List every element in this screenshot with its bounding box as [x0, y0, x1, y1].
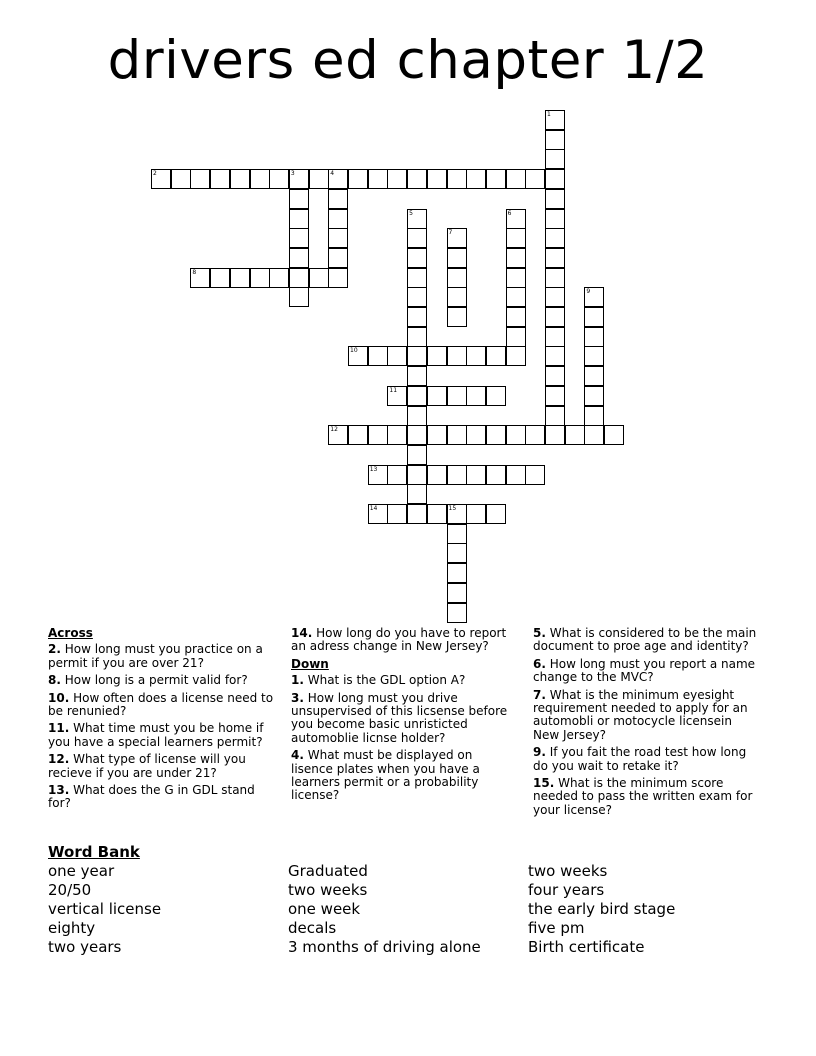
grid-cell[interactable]	[289, 287, 309, 307]
clue-text: If you fait the road test how long do you wait to retake it?	[533, 745, 747, 773]
grid-cell[interactable]	[545, 169, 565, 189]
clue-text: How long is a permit valid for?	[60, 673, 248, 688]
clue-number: 5	[409, 209, 413, 217]
grid-cell[interactable]	[309, 268, 329, 288]
grid-cell[interactable]	[407, 248, 427, 268]
grid-cell[interactable]	[407, 228, 427, 248]
grid-cell[interactable]	[447, 543, 467, 563]
word-bank-item: the early bird stage	[528, 900, 676, 918]
grid-cell[interactable]	[289, 268, 309, 288]
clue-text: What is the GDL option A?	[303, 673, 466, 688]
clue-number-label: 10.	[48, 690, 70, 705]
clue-number-label: 14.	[291, 626, 313, 640]
grid-cell[interactable]	[486, 504, 506, 524]
clue-text: How long do you have to report an adress change in New Jersey?	[291, 626, 507, 654]
grid-cell[interactable]	[584, 327, 604, 347]
grid-cell[interactable]	[348, 425, 368, 445]
clue-text: What time must you be home if you have a special learners permit?	[48, 721, 264, 749]
grid-cell[interactable]	[506, 307, 526, 327]
grid-cell[interactable]	[269, 268, 289, 288]
word-bank-item: two years	[48, 938, 122, 956]
grid-cell[interactable]	[328, 228, 348, 248]
grid-cell[interactable]	[447, 583, 467, 603]
word-bank-item: five pm	[528, 919, 585, 937]
grid-cell[interactable]	[525, 425, 545, 445]
grid-cell[interactable]	[466, 169, 486, 189]
grid-cell[interactable]	[506, 465, 526, 485]
grid-cell[interactable]	[289, 169, 309, 189]
puzzle-title: drivers ed chapter 1/2	[107, 30, 709, 91]
grid-cell[interactable]	[466, 465, 486, 485]
clue-number: 3	[290, 170, 295, 178]
grid-cell[interactable]	[506, 268, 526, 288]
clues-column-3	[533, 627, 758, 821]
clue-number-label: 11.	[48, 721, 70, 736]
grid-cell[interactable]	[447, 465, 467, 485]
word-bank-item: two weeks	[288, 881, 368, 899]
grid-cell[interactable]	[368, 504, 388, 524]
grid-cell[interactable]	[289, 228, 309, 248]
grid-cell[interactable]	[506, 169, 526, 189]
clue-number: 6	[507, 209, 512, 217]
grid-cell[interactable]	[584, 366, 604, 386]
grid-cell[interactable]	[328, 169, 348, 189]
clue-number-label: 6.	[533, 656, 546, 671]
grid-cell[interactable]	[250, 169, 270, 189]
grid-cell[interactable]	[407, 504, 427, 524]
grid-cell[interactable]	[584, 287, 604, 307]
clue-item	[291, 674, 516, 687]
grid-cell[interactable]	[210, 268, 230, 288]
grid-cell[interactable]	[387, 169, 407, 189]
clue-text: What does the G in GDL stand for?	[48, 783, 255, 811]
grid-cell[interactable]	[506, 248, 526, 268]
clue-item	[291, 692, 516, 746]
grid-cell[interactable]	[407, 484, 427, 504]
grid-cell[interactable]	[545, 110, 565, 130]
clue-item	[533, 777, 758, 817]
grid-cell[interactable]	[506, 327, 526, 347]
clue-number-label: 13.	[48, 783, 70, 798]
grid-cell[interactable]	[368, 425, 388, 445]
word-bank-column-1	[48, 862, 161, 957]
grid-cell[interactable]	[447, 563, 467, 583]
word-bank-item: two weeks	[528, 862, 608, 880]
clue-number: 13	[369, 465, 378, 473]
clue-item	[48, 643, 278, 670]
grid-cell[interactable]	[545, 149, 565, 169]
clue-item	[48, 784, 278, 811]
grid-cell[interactable]	[328, 209, 348, 229]
grid-cell[interactable]	[545, 228, 565, 248]
grid-cell[interactable]	[407, 386, 427, 406]
grid-cell[interactable]	[447, 169, 467, 189]
clue-number: 14	[369, 505, 378, 512]
grid-cell[interactable]	[250, 268, 270, 288]
grid-cell[interactable]	[151, 169, 171, 189]
clue-text: What must be displayed on lisence plates when you have a learners permit or a probability license?	[291, 748, 480, 803]
grid-cell[interactable]	[447, 268, 467, 288]
grid-cell[interactable]	[466, 346, 486, 366]
grid-cell[interactable]	[427, 169, 447, 189]
grid-cell[interactable]	[407, 209, 427, 229]
clue-item	[48, 692, 278, 719]
down-heading: Down	[291, 656, 329, 671]
grid-cell[interactable]	[190, 268, 210, 288]
clue-number: 8	[192, 268, 197, 276]
grid-cell[interactable]	[230, 268, 250, 288]
clue-number: 1	[547, 111, 551, 118]
clue-number: 4	[330, 170, 335, 178]
word-bank-item: 20/50	[48, 881, 92, 899]
grid-cell[interactable]	[289, 209, 309, 229]
word-bank-item: decals	[288, 919, 337, 937]
grid-cell[interactable]	[328, 189, 348, 209]
clue-number: 10	[350, 347, 358, 355]
grid-cell[interactable]	[269, 169, 289, 189]
grid-cell[interactable]	[545, 268, 565, 288]
word-bank-item: Graduated	[288, 862, 368, 880]
grid-cell[interactable]	[506, 346, 526, 366]
grid-cell[interactable]	[486, 425, 506, 445]
clue-number: 7	[448, 229, 453, 237]
grid-cell[interactable]	[368, 346, 388, 366]
grid-cell[interactable]	[506, 425, 526, 445]
grid-cell[interactable]	[368, 465, 388, 485]
clue-text: What is the minimum score needed to pass the written exam for your license?	[533, 776, 753, 817]
grid-cell[interactable]	[427, 465, 447, 485]
grid-cell[interactable]	[545, 209, 565, 229]
grid-cell[interactable]	[309, 169, 329, 189]
grid-cell[interactable]	[289, 248, 309, 268]
grid-cell[interactable]	[545, 386, 565, 406]
grid-cell[interactable]	[584, 307, 604, 327]
clue-text: How long must you drive unsupervised of this licsense before you become basic unristicted automoblie licnse holder?	[291, 690, 508, 745]
grid-cell[interactable]	[545, 406, 565, 426]
word-bank-column-3	[528, 862, 675, 957]
grid-cell[interactable]	[171, 169, 191, 189]
clues-column-1	[48, 627, 278, 815]
clue-text: What is considered to be the main document to proe age and identity?	[533, 626, 757, 654]
clue-item	[291, 749, 516, 803]
grid-cell[interactable]	[545, 366, 565, 386]
grid-cell[interactable]	[407, 287, 427, 307]
clue-number-label: 4.	[291, 748, 304, 763]
word-bank-item: vertical license	[48, 900, 162, 918]
word-bank-item: four years	[528, 881, 605, 899]
clue-number: 2	[153, 170, 157, 178]
grid-cell[interactable]	[407, 406, 427, 426]
grid-cell[interactable]	[447, 504, 467, 524]
clue-number-label: 9.	[533, 745, 546, 760]
clue-number-label: 2.	[48, 642, 61, 657]
grid-cell[interactable]	[368, 169, 388, 189]
grid-cell[interactable]	[190, 169, 210, 189]
grid-cell[interactable]	[486, 386, 506, 406]
grid-cell[interactable]	[545, 248, 565, 268]
clue-text: How long must you report a name change to the MVC?	[533, 656, 756, 685]
grid-cell[interactable]	[407, 327, 427, 347]
word-bank-item: Birth certificate	[528, 938, 645, 956]
clue-text: What type of license will you recieve if you are under 21?	[48, 752, 246, 780]
word-bank-title: Word Bank	[48, 843, 140, 861]
grid-cell[interactable]	[506, 209, 526, 229]
clue-number: 9	[586, 288, 591, 296]
grid-cell[interactable]	[584, 425, 604, 445]
grid-cell[interactable]	[210, 169, 230, 189]
grid-cell[interactable]	[407, 307, 427, 327]
clue-number-label: 15.	[533, 776, 555, 791]
grid-cell[interactable]	[584, 346, 604, 366]
grid-cell[interactable]	[387, 425, 407, 445]
grid-cell[interactable]	[387, 346, 407, 366]
clue-number-label: 8.	[48, 673, 61, 688]
clue-number: 12	[330, 426, 338, 434]
grid-cell[interactable]	[506, 228, 526, 248]
grid-cell[interactable]	[407, 465, 427, 485]
grid-cell[interactable]	[604, 425, 624, 445]
clue-number: 15	[448, 505, 457, 512]
grid-cell[interactable]	[466, 504, 486, 524]
clue-text: How often does a license need to be renunied?	[48, 690, 274, 719]
grid-cell[interactable]	[545, 130, 565, 150]
grid-cell[interactable]	[427, 504, 447, 524]
grid-cell[interactable]	[545, 287, 565, 307]
grid-cell[interactable]	[407, 366, 427, 386]
grid-cell[interactable]	[584, 406, 604, 426]
clue-item	[48, 722, 278, 749]
clues-column-2	[291, 627, 516, 807]
grid-cell[interactable]	[289, 189, 309, 209]
grid-cell[interactable]	[348, 346, 368, 366]
grid-cell[interactable]	[407, 445, 427, 465]
grid-cell[interactable]	[407, 425, 427, 445]
grid-cell[interactable]	[565, 425, 585, 445]
clue-number-label: 5.	[533, 626, 546, 640]
grid-cell[interactable]	[328, 268, 348, 288]
grid-cell[interactable]	[447, 287, 467, 307]
clue-item	[533, 746, 758, 773]
grid-cell[interactable]	[447, 386, 467, 406]
grid-cell[interactable]	[545, 346, 565, 366]
grid-cell[interactable]	[447, 524, 467, 544]
grid-cell[interactable]	[486, 346, 506, 366]
word-bank-item: one year	[48, 862, 115, 880]
word-bank-item: eighty	[48, 919, 96, 937]
grid-cell[interactable]	[447, 425, 467, 445]
grid-cell[interactable]	[407, 268, 427, 288]
clue-item	[533, 689, 758, 743]
word-bank-item: 3 months of driving alone	[288, 938, 481, 956]
grid-cell[interactable]	[230, 169, 250, 189]
word-bank-column-2	[288, 862, 481, 957]
grid-cell[interactable]	[584, 386, 604, 406]
grid-cell[interactable]	[545, 425, 565, 445]
clue-number-label: 12.	[48, 752, 70, 767]
grid-cell[interactable]	[348, 169, 368, 189]
grid-cell[interactable]	[525, 169, 545, 189]
grid-cell[interactable]	[447, 248, 467, 268]
grid-cell[interactable]	[328, 425, 348, 445]
grid-cell[interactable]	[387, 386, 407, 406]
grid-cell[interactable]	[506, 287, 526, 307]
clue-number-label: 3.	[291, 690, 304, 705]
grid-cell[interactable]	[328, 248, 348, 268]
grid-cell[interactable]	[407, 169, 427, 189]
clue-item	[533, 658, 758, 685]
clue-item	[533, 627, 758, 654]
clue-item	[291, 627, 516, 654]
grid-cell[interactable]	[387, 504, 407, 524]
grid-cell[interactable]	[447, 603, 467, 623]
clue-item	[48, 674, 278, 687]
grid-cell[interactable]	[447, 228, 467, 248]
grid-cell[interactable]	[545, 307, 565, 327]
clue-number-label: 7.	[533, 687, 546, 702]
grid-cell[interactable]	[447, 346, 467, 366]
grid-cell[interactable]	[545, 189, 565, 209]
grid-cell[interactable]	[545, 327, 565, 347]
grid-cell[interactable]	[427, 386, 447, 406]
grid-cell[interactable]	[525, 465, 545, 485]
word-bank-item: one week	[288, 900, 361, 918]
grid-cell[interactable]	[447, 307, 467, 327]
grid-cell[interactable]	[387, 465, 407, 485]
clue-text: How long must you practice on a permit if you are over 21?	[48, 642, 263, 670]
grid-cell[interactable]	[407, 346, 427, 366]
grid-cell[interactable]	[427, 346, 447, 366]
clue-item	[48, 753, 278, 780]
grid-cell[interactable]	[427, 425, 447, 445]
across-heading: Across	[48, 626, 93, 640]
grid-cell[interactable]	[486, 465, 506, 485]
grid-cell[interactable]	[466, 386, 486, 406]
grid-cell[interactable]	[486, 169, 506, 189]
clue-number-label: 1.	[291, 673, 304, 688]
grid-cell[interactable]	[466, 425, 486, 445]
clue-text: What is the minimum eyesight requirement needed to apply for an automobli or motocycle licensein New Jersey?	[533, 687, 748, 742]
clue-number: 11	[389, 386, 398, 394]
